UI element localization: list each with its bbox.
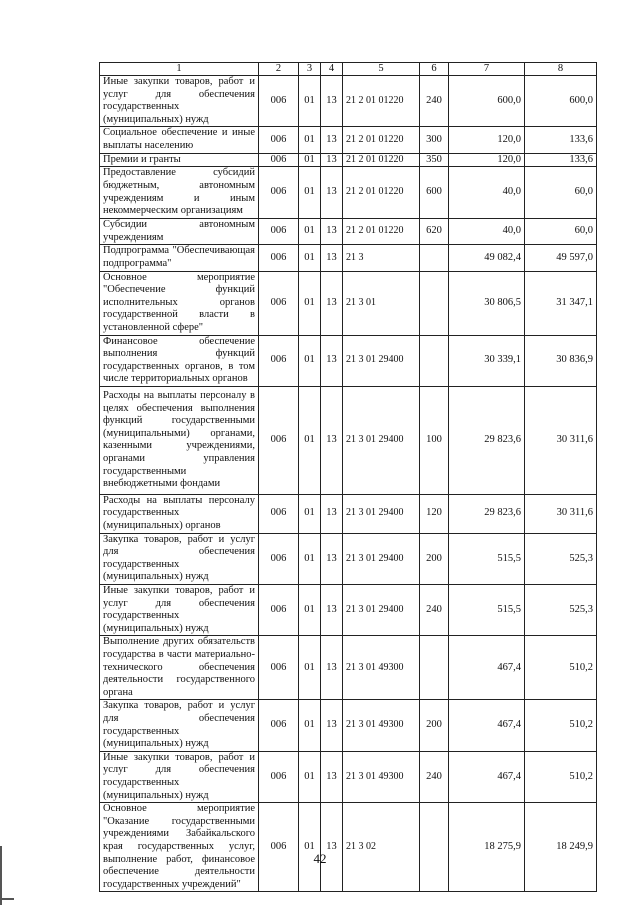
row-section-code: 01	[299, 494, 321, 533]
table-row	[100, 76, 597, 127]
row-target-code: 21 3 01 29400	[343, 533, 420, 584]
row-section-code: 01	[299, 751, 321, 802]
row-section-code: 01	[299, 533, 321, 584]
row-amount-col8: 30 836,9	[525, 335, 597, 386]
row-expense-type-code: 200	[420, 700, 449, 751]
row-amount-col7: 120,0	[449, 127, 525, 153]
row-name: Премии и гранты	[100, 153, 259, 167]
row-name: Субсидии автономным учреждениям	[100, 219, 259, 245]
row-ved-code: 006	[259, 803, 299, 892]
column-header: 3	[299, 63, 321, 76]
row-name: Иные закупки товаров, работ и услуг для обеспечения государственных (муниципальных) нужд	[100, 76, 259, 127]
row-section-code: 01	[299, 700, 321, 751]
row-subsection-code: 13	[321, 76, 343, 127]
row-amount-col8: 510,2	[525, 751, 597, 802]
row-ved-code: 006	[259, 127, 299, 153]
row-subsection-code: 13	[321, 494, 343, 533]
row-expense-type-code: 350	[420, 153, 449, 167]
row-ved-code: 006	[259, 76, 299, 127]
row-section-code: 01	[299, 127, 321, 153]
row-ved-code: 006	[259, 636, 299, 700]
row-subsection-code: 13	[321, 153, 343, 167]
row-amount-col7: 467,4	[449, 751, 525, 802]
row-section-code: 01	[299, 386, 321, 494]
row-expense-type-code: 120	[420, 494, 449, 533]
row-name: Закупка товаров, работ и услуг для обеспечения государственных (муниципальных) нужд	[100, 700, 259, 751]
row-name: Подпрограмма "Обеспечивающая подпрограмма"	[100, 245, 259, 271]
column-header: 7	[449, 63, 525, 76]
row-section-code: 01	[299, 585, 321, 636]
row-expense-type-code: 240	[420, 76, 449, 127]
row-expense-type-code: 240	[420, 751, 449, 802]
table-row	[100, 803, 597, 892]
row-target-code: 21 2 01 01220	[343, 127, 420, 153]
row-amount-col7: 120,0	[449, 153, 525, 167]
row-subsection-code: 13	[321, 700, 343, 751]
row-amount-col7: 600,0	[449, 76, 525, 127]
row-amount-col8: 510,2	[525, 700, 597, 751]
row-expense-type-code: 620	[420, 219, 449, 245]
table-row	[100, 335, 597, 386]
row-amount-col8: 30 311,6	[525, 494, 597, 533]
row-amount-col8: 49 597,0	[525, 245, 597, 271]
row-subsection-code: 13	[321, 245, 343, 271]
row-ved-code: 006	[259, 167, 299, 219]
row-subsection-code: 13	[321, 127, 343, 153]
row-subsection-code: 13	[321, 585, 343, 636]
row-amount-col8: 133,6	[525, 127, 597, 153]
table-row	[100, 153, 597, 167]
row-subsection-code: 13	[321, 803, 343, 892]
table-row	[100, 494, 597, 533]
row-amount-col8: 133,6	[525, 153, 597, 167]
row-name: Иные закупки товаров, работ и услуг для обеспечения государственных (муниципальных) нужд	[100, 585, 259, 636]
row-expense-type-code	[420, 803, 449, 892]
row-name: Основное мероприятие "Обеспечение функций исполнительных органов государственной власти в установленной сфере"	[100, 271, 259, 335]
row-expense-type-code: 240	[420, 585, 449, 636]
row-amount-col7: 29 823,6	[449, 386, 525, 494]
table-row	[100, 167, 597, 219]
row-subsection-code: 13	[321, 167, 343, 219]
row-target-code: 21 3 02	[343, 803, 420, 892]
row-ved-code: 006	[259, 219, 299, 245]
row-section-code: 01	[299, 167, 321, 219]
row-target-code: 21 3 01 49300	[343, 751, 420, 802]
row-section-code: 01	[299, 76, 321, 127]
column-header: 4	[321, 63, 343, 76]
row-section-code: 01	[299, 636, 321, 700]
table-header-row	[100, 63, 597, 76]
row-expense-type-code: 200	[420, 533, 449, 584]
row-target-code: 21 3	[343, 245, 420, 271]
row-amount-col8: 30 311,6	[525, 386, 597, 494]
row-target-code: 21 2 01 01220	[343, 219, 420, 245]
row-name: Социальное обеспечение и иные выплаты населению	[100, 127, 259, 153]
row-amount-col7: 30 339,1	[449, 335, 525, 386]
row-section-code: 01	[299, 271, 321, 335]
row-amount-col8: 600,0	[525, 76, 597, 127]
row-ved-code: 006	[259, 335, 299, 386]
row-amount-col7: 467,4	[449, 700, 525, 751]
table-row	[100, 751, 597, 802]
row-expense-type-code: 600	[420, 167, 449, 219]
row-ved-code: 006	[259, 533, 299, 584]
row-target-code: 21 3 01	[343, 271, 420, 335]
row-name: Расходы на выплаты персоналу в целях обеспечения выполнения функций государственными (муниципальными) органами, казенными учреждениями, органами управления государственными внебюджетными фондами	[100, 386, 259, 494]
row-expense-type-code	[420, 245, 449, 271]
column-header: 6	[420, 63, 449, 76]
row-amount-col8: 510,2	[525, 636, 597, 700]
column-header: 8	[525, 63, 597, 76]
row-name: Выполнение других обязательств государства в части материально-технического обеспечения деятельности государственного органа	[100, 636, 259, 700]
row-amount-col8: 31 347,1	[525, 271, 597, 335]
table-row	[100, 533, 597, 584]
row-section-code: 01	[299, 219, 321, 245]
row-amount-col8: 525,3	[525, 585, 597, 636]
budget-table	[99, 62, 597, 892]
row-subsection-code: 13	[321, 386, 343, 494]
row-amount-col7: 467,4	[449, 636, 525, 700]
row-ved-code: 006	[259, 245, 299, 271]
row-subsection-code: 13	[321, 751, 343, 802]
row-target-code: 21 3 01 49300	[343, 636, 420, 700]
table-row	[100, 271, 597, 335]
row-ved-code: 006	[259, 494, 299, 533]
row-name: Основное мероприятие "Оказание государственными учреждениями Забайкальского края государственных услуг, выполнение работ, финансовое обеспечение деятельности государственных учреждений"	[100, 803, 259, 892]
row-target-code: 21 3 01 29400	[343, 335, 420, 386]
row-section-code: 01	[299, 803, 321, 892]
column-header: 1	[100, 63, 259, 76]
row-amount-col7: 49 082,4	[449, 245, 525, 271]
row-amount-col7: 515,5	[449, 585, 525, 636]
row-amount-col7: 29 823,6	[449, 494, 525, 533]
scan-corner-mark	[0, 898, 14, 900]
row-expense-type-code	[420, 335, 449, 386]
row-amount-col8: 60,0	[525, 167, 597, 219]
row-ved-code: 006	[259, 153, 299, 167]
row-name: Закупка товаров, работ и услуг для обеспечения государственных (муниципальных) нужд	[100, 533, 259, 584]
scan-edge-mark	[0, 846, 2, 905]
row-section-code: 01	[299, 153, 321, 167]
row-ved-code: 006	[259, 700, 299, 751]
row-target-code: 21 3 01 49300	[343, 700, 420, 751]
row-target-code: 21 2 01 01220	[343, 76, 420, 127]
row-amount-col8: 18 249,9	[525, 803, 597, 892]
page-number: 42	[313, 851, 327, 866]
row-expense-type-code	[420, 636, 449, 700]
table-row	[100, 127, 597, 153]
row-subsection-code: 13	[321, 636, 343, 700]
row-target-code: 21 3 01 29400	[343, 386, 420, 494]
row-name: Иные закупки товаров, работ и услуг для обеспечения государственных (муниципальных) нужд	[100, 751, 259, 802]
row-expense-type-code: 300	[420, 127, 449, 153]
row-subsection-code: 13	[321, 533, 343, 584]
row-amount-col7: 40,0	[449, 167, 525, 219]
row-subsection-code: 13	[321, 219, 343, 245]
row-name: Финансовое обеспечение выполнения функций государственных органов, в том числе территориальных органов	[100, 335, 259, 386]
table-row	[100, 636, 597, 700]
row-section-code: 01	[299, 335, 321, 386]
row-name: Предоставление субсидий бюджетным, автономным учреждениям и иным некоммерческим организациям	[100, 167, 259, 219]
row-name: Расходы на выплаты персоналу государственных (муниципальных) органов	[100, 494, 259, 533]
row-target-code: 21 2 01 01220	[343, 167, 420, 219]
row-amount-col8: 525,3	[525, 533, 597, 584]
row-ved-code: 006	[259, 585, 299, 636]
row-amount-col7: 18 275,9	[449, 803, 525, 892]
row-ved-code: 006	[259, 271, 299, 335]
row-subsection-code: 13	[321, 271, 343, 335]
row-ved-code: 006	[259, 751, 299, 802]
column-header: 5	[343, 63, 420, 76]
row-target-code: 21 3 01 29400	[343, 585, 420, 636]
row-expense-type-code: 100	[420, 386, 449, 494]
table-row	[100, 219, 597, 245]
row-target-code: 21 2 01 01220	[343, 153, 420, 167]
table-row	[100, 585, 597, 636]
row-amount-col7: 40,0	[449, 219, 525, 245]
row-target-code: 21 3 01 29400	[343, 494, 420, 533]
column-header: 2	[259, 63, 299, 76]
table-row	[100, 700, 597, 751]
table-row	[100, 386, 597, 494]
row-amount-col7: 515,5	[449, 533, 525, 584]
row-section-code: 01	[299, 245, 321, 271]
row-ved-code: 006	[259, 386, 299, 494]
row-amount-col7: 30 806,5	[449, 271, 525, 335]
row-amount-col8: 60,0	[525, 219, 597, 245]
row-subsection-code: 13	[321, 335, 343, 386]
table-row	[100, 245, 597, 271]
row-expense-type-code	[420, 271, 449, 335]
